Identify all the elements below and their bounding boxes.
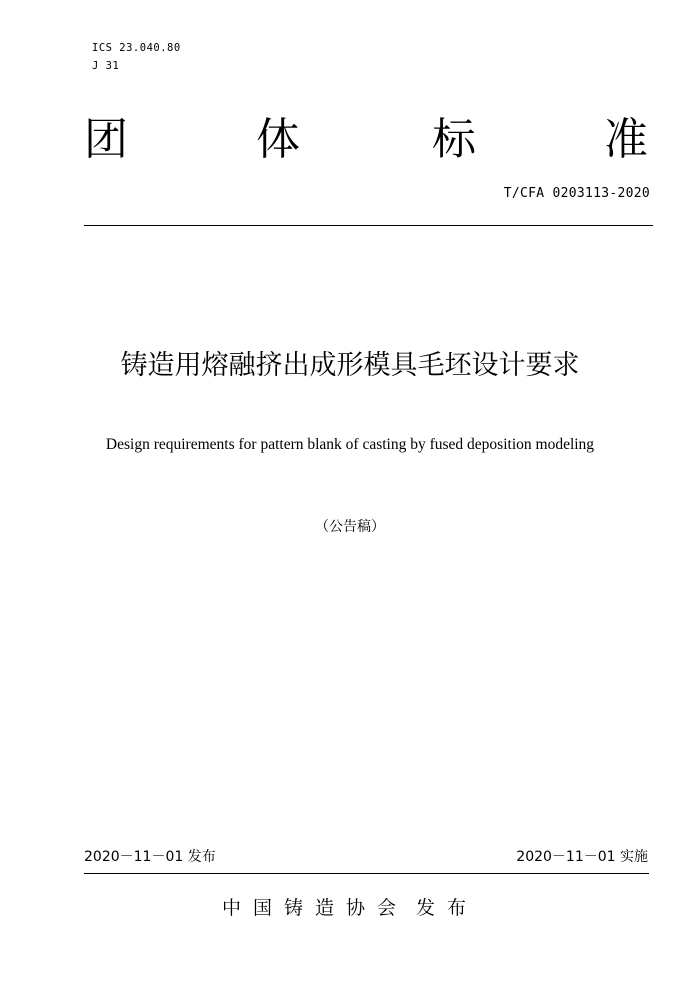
ics-code: ICS 23.040.80: [92, 42, 181, 54]
issue-date: 2020－11－01 发布: [84, 849, 216, 865]
ccs-code: J 31: [92, 60, 120, 72]
draft-status: （公告稿）: [315, 519, 385, 535]
standard-kind-char: 体: [256, 114, 300, 165]
standard-kind-char: 标: [432, 114, 476, 165]
standard-kind-char: 准: [604, 114, 648, 165]
implementation-date: 2020－11－01 实施: [516, 849, 648, 865]
standard-number: T/CFA 0203113-2020: [503, 186, 650, 201]
footer-divider: [84, 873, 649, 874]
publisher-line: [0, 894, 700, 922]
header-divider: [84, 225, 653, 226]
standard-kind-char: 团: [84, 114, 128, 165]
publisher-name: 中国铸造协会: [221, 897, 408, 919]
publisher-action: 发布: [416, 897, 479, 919]
document-title-chinese: 铸造用熔融挤出成形模具毛坯设计要求: [120, 350, 580, 381]
document-title-english: Design requirements for pattern blank of casting by fused deposition modeling: [105, 436, 595, 453]
